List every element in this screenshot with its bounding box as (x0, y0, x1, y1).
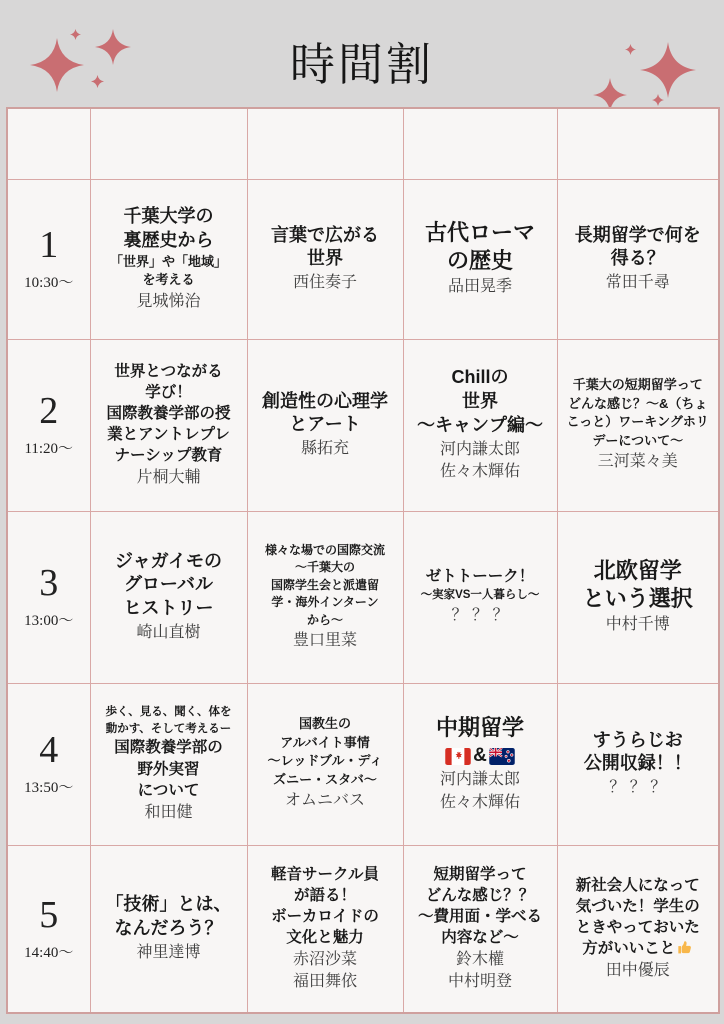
session-cell-r5-c2 (247, 845, 403, 1013)
session-title-line: こっと）ワーキングホリ (566, 414, 709, 430)
speaker-name: 常田千尋 (605, 274, 670, 292)
speaker-group (561, 272, 716, 294)
speaker-group (94, 467, 244, 489)
speaker-group (407, 949, 554, 994)
session-title-line: 国教生の (298, 716, 351, 732)
speaker-group (94, 802, 244, 824)
period-time: 11:20〜 (24, 440, 74, 457)
period-number: 1 (39, 224, 59, 267)
session-title-line: 〜キャンプ編〜 (417, 414, 543, 435)
period-time: 13:50〜 (24, 779, 74, 796)
speaker-group (251, 272, 400, 294)
session-title-line: 内容など〜 (441, 928, 519, 946)
period-cell-5 (7, 845, 90, 1013)
session-cell-r2-c3 (403, 339, 557, 511)
speaker-name: 田中優辰 (605, 962, 670, 980)
session-title-line: 動かす、そして考えるー (105, 722, 232, 735)
session-title-line: 国際学生会と派遣留 (270, 577, 379, 592)
period-time: 13:00〜 (24, 612, 74, 629)
sparkle-star-icon (640, 42, 696, 98)
header-band (0, 0, 724, 107)
session-cell-r4-c1 (90, 683, 247, 845)
speaker-name: 佐々木輝佑 (439, 793, 520, 811)
header-cell (247, 108, 403, 179)
session-title-line: 新社会人になって (575, 876, 700, 894)
speaker-group (407, 605, 554, 627)
header-cell (7, 108, 90, 179)
session-title-line: Chillの (451, 367, 509, 388)
session-cell-r1-c1 (90, 179, 247, 339)
session-title-line: について (137, 781, 200, 799)
period-number: 4 (39, 729, 59, 772)
period-cell-4 (7, 683, 90, 845)
session-cell-r3-c2 (247, 511, 403, 683)
session-title-line: どんな感じ？？ (425, 886, 535, 904)
speaker-group (407, 276, 554, 298)
session-cell-r5-c3 (403, 845, 557, 1013)
sparkle-diamond-icon (625, 44, 636, 55)
session-cell-r4-c3 (403, 683, 557, 845)
session-title-line: とアート (289, 414, 361, 435)
session-title-line: 野外実習 (137, 760, 200, 778)
speaker-name: 中村明登 (447, 973, 512, 991)
period-cell-3 (7, 511, 90, 683)
speaker-group (94, 942, 244, 964)
period-number: 5 (39, 893, 59, 936)
session-title-line: 学び！ (145, 383, 192, 401)
session-title-line: ゼトトーーク！ (425, 568, 535, 586)
session-title-line: グローバル (123, 574, 214, 595)
session-title-line: 学・海外インターン (271, 595, 379, 610)
canada-flag-icon (445, 748, 471, 765)
session-title-line: 千葉大の短期留学って (572, 377, 703, 393)
session-title-line: が語る！ (293, 886, 356, 904)
session-cell-r2-c2 (247, 339, 403, 511)
session-cell-r3-c4 (557, 511, 719, 683)
speaker-group (561, 614, 716, 636)
schedule-table (6, 107, 720, 1014)
session-title-line: 千葉大学の (123, 206, 214, 227)
header-row (7, 108, 719, 179)
speaker-name: 片桐大輔 (136, 469, 201, 486)
session-cell-r2-c1 (90, 339, 247, 511)
session-title-line: 中期留学 (435, 715, 524, 741)
session-title-line: どんな感じ？〜&（ちょ (568, 395, 708, 411)
header-cell (90, 108, 247, 179)
session-cell-r5-c4 (557, 845, 719, 1013)
session-title-line: から〜 (306, 612, 343, 627)
speaker-group (561, 451, 716, 473)
session-title-line: という選択 (582, 586, 693, 612)
session-title-line: 気づいた！学生の (575, 897, 700, 915)
session-title-line: 方がいいこと (561, 938, 716, 959)
period-number: 3 (39, 562, 59, 605)
ampersand-separator: & (473, 745, 487, 767)
speaker-name: 三河菜々美 (597, 453, 678, 471)
session-title-line: 国際教養学部の (114, 739, 223, 757)
speaker-name: 鈴木權 (455, 951, 504, 969)
session-title-line: 「技術」とは、 (105, 894, 232, 915)
sparkle-diamond-icon (652, 94, 664, 106)
period-number: 2 (39, 390, 59, 433)
speaker-group (251, 790, 400, 812)
session-title-line: ジャガイモの (114, 550, 223, 571)
speaker-name: 河内謙太郎 (439, 771, 520, 789)
header-cell (403, 108, 557, 179)
session-title-line: を考える (142, 272, 195, 288)
page-title: 時間割 (289, 38, 434, 91)
speaker-name: 崎山直樹 (136, 623, 201, 641)
session-title-line: 国際教養学部の授 (106, 404, 231, 422)
period-time: 14:40〜 (24, 944, 74, 961)
speaker-group (251, 630, 400, 652)
period-row-5 (7, 845, 719, 1013)
speaker-name: 佐々木輝佑 (439, 463, 520, 481)
period-cell-1 (7, 179, 90, 339)
session-title-line: 〜千葉大の (294, 560, 355, 575)
session-cell-r1-c4 (557, 179, 719, 339)
session-title-line: 古代ローマ (424, 220, 535, 246)
speaker-name: 品田晃季 (447, 278, 512, 296)
speaker-name: 福田舞依 (292, 973, 357, 991)
speaker-name: 縣拓充 (300, 440, 349, 458)
speaker-name: ？ ？ ？ (451, 607, 509, 625)
session-title-line: 〜費用面・学べる (417, 907, 542, 925)
session-title-line: 〜レッドブル・ディ (267, 753, 383, 769)
session-cell-r5-c1 (90, 845, 247, 1013)
session-cell-r1-c3 (403, 179, 557, 339)
speaker-group (251, 949, 400, 994)
speaker-name: オムニバス (284, 792, 365, 810)
speaker-name: 豊口里菜 (292, 632, 357, 650)
session-cell-r3-c1 (90, 511, 247, 683)
session-title-line: の歴史 (446, 248, 513, 274)
session-title-line: 「世界」や「地域」 (109, 253, 227, 269)
session-title-line: デーについて〜 (592, 432, 684, 448)
speaker-name: 赤沼沙菜 (292, 951, 357, 969)
speaker-group (407, 769, 554, 814)
period-time: 10:30〜 (24, 274, 74, 291)
session-title-line: 軽音サークル員 (270, 865, 380, 883)
session-title-line: ときやっておいた (575, 919, 700, 937)
session-title-line: アルバイト事情 (280, 734, 370, 750)
session-title-line: すうらじお (592, 729, 683, 750)
speaker-group (561, 777, 716, 799)
speaker-group (94, 291, 244, 313)
session-cell-r4-c2 (247, 683, 403, 845)
period-row-1 (7, 179, 719, 339)
session-title-line: 北欧留学 (593, 558, 682, 584)
session-title-line: 様々な場での国際交流 (264, 542, 385, 557)
period-row-2 (7, 339, 719, 511)
header-cell (557, 108, 719, 179)
speaker-group (407, 439, 554, 484)
flags-line (407, 745, 554, 767)
session-cell-r2-c4 (557, 339, 719, 511)
period-cell-2 (7, 339, 90, 511)
speaker-group (251, 438, 400, 460)
session-title-line: ナーシップ教育 (114, 446, 223, 464)
session-title-line: 世界とつながる (114, 362, 223, 380)
speaker-group (94, 622, 244, 644)
session-cell-r4-c4 (557, 683, 719, 845)
session-cell-r3-c3 (403, 511, 557, 683)
session-title-line: 公開収録！！ (583, 753, 692, 774)
session-title-line: 世界 (462, 391, 498, 412)
period-row-3 (7, 511, 719, 683)
session-title-line: 言葉で広がる (271, 224, 379, 245)
session-cell-r1-c2 (247, 179, 403, 339)
new-zealand-flag-icon (489, 748, 515, 765)
thumbs-up-icon (677, 939, 693, 955)
speaker-group (561, 960, 716, 982)
session-title-line: ボーカロイドの (271, 907, 379, 925)
session-title-line: ズニー・スタバ〜 (273, 771, 377, 787)
session-title-line: 裏歴史から (123, 229, 214, 250)
speaker-name: 神里達博 (136, 943, 201, 961)
speaker-name: 見城悌治 (136, 292, 201, 310)
session-title-line: 歩く、見る、聞く、体を (105, 705, 232, 718)
session-title-line: 文化と魅力 (286, 928, 364, 946)
speaker-name: ？ ？ ？ (609, 779, 667, 797)
speaker-name: 西住奏子 (292, 274, 357, 292)
session-title-line: なんだろう？ (114, 918, 223, 939)
speaker-name: 中村千博 (605, 616, 670, 634)
session-title-line: 〜実家VS一人暮らし〜 (420, 589, 540, 602)
session-title-line: 創造性の心理学 (262, 390, 388, 411)
speaker-name: 和田健 (144, 803, 193, 821)
session-title-line: 業とアントレプレ (107, 425, 230, 443)
speaker-name: 河内謙太郎 (439, 440, 520, 458)
session-title-line: ヒストリー (123, 598, 214, 619)
session-title-line: 世界 (307, 248, 343, 269)
session-title-line: 得る？ (610, 248, 665, 269)
period-row-4 (7, 683, 719, 845)
session-title-line: 短期留学って (433, 865, 527, 883)
session-title-line: 長期留学で何を (574, 224, 701, 245)
